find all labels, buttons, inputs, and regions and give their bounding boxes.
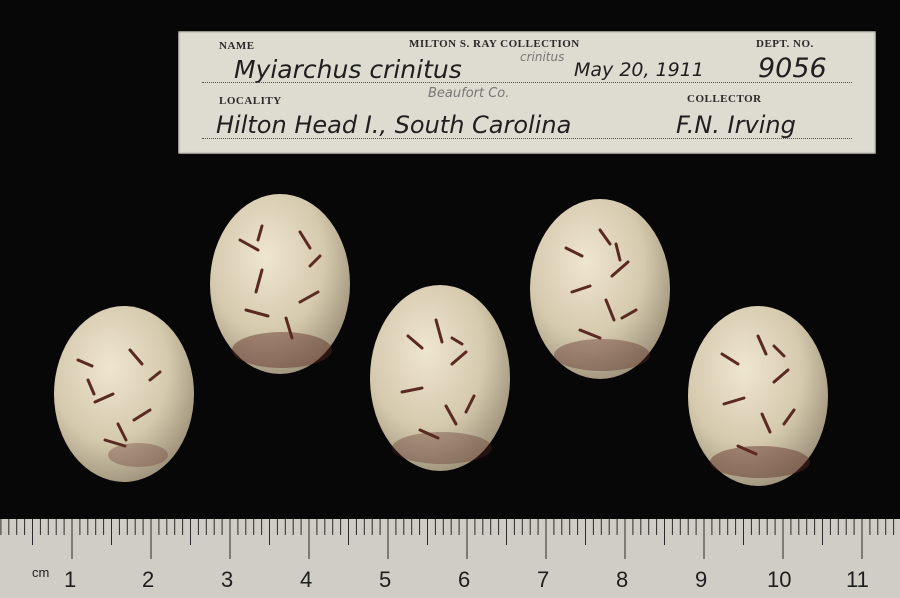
ruler-number-2: 2 <box>142 567 155 592</box>
date-value: May 20, 1911 <box>574 59 704 81</box>
locality-heading: LOCALITY <box>219 95 282 107</box>
egg-3 <box>370 285 510 471</box>
collector-value: F.N. Irving <box>676 111 796 139</box>
name-correction: crinitus <box>520 50 565 64</box>
name-value: Myiarchus crinitus <box>234 55 462 84</box>
ruler-number-11: 11 <box>846 567 869 592</box>
egg-5 <box>688 306 828 486</box>
egg-4 <box>530 199 670 379</box>
ruler-number-6: 6 <box>458 567 471 592</box>
county-note: Beaufort Co. <box>428 86 510 101</box>
ruler-number-3: 3 <box>221 567 234 592</box>
ruler-ticks <box>0 519 900 598</box>
ruler-number-4: 4 <box>300 567 313 592</box>
ruler-number-9: 9 <box>695 567 708 592</box>
ruler-number-1: 1 <box>64 567 77 592</box>
ruler-unit: cm <box>32 565 50 580</box>
dept-value: 9056 <box>758 53 827 84</box>
collection-heading: MILTON S. RAY COLLECTION <box>409 38 580 50</box>
ruler-number-5: 5 <box>379 567 392 592</box>
locality-value: Hilton Head I., South Carolina <box>216 111 572 139</box>
egg-2 <box>210 194 350 374</box>
dept-heading: DEPT. NO. <box>756 38 814 50</box>
egg-1 <box>54 306 194 482</box>
metric-ruler <box>0 519 900 598</box>
ruler-number-7: 7 <box>537 567 550 592</box>
name-heading: NAME <box>219 40 255 52</box>
ruler-number-8: 8 <box>616 567 629 592</box>
collector-heading: COLLECTOR <box>687 93 762 105</box>
ruler-number-10: 10 <box>767 567 792 592</box>
